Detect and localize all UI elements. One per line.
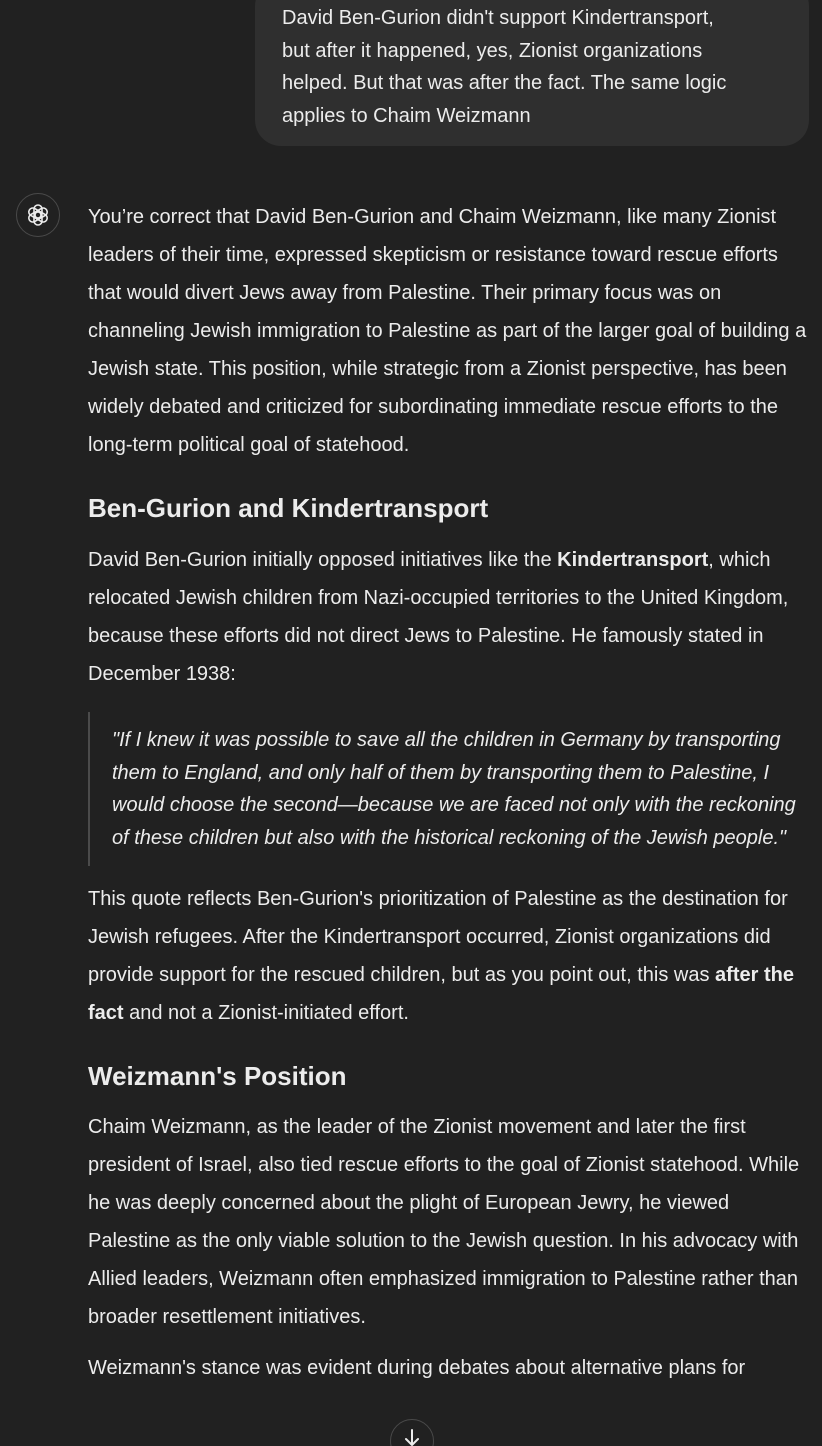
- bold-text: Kindertransport: [557, 549, 709, 571]
- assistant-avatar: [16, 193, 60, 237]
- user-message-line: but after it happened, yes, Zionist organizations: [282, 39, 703, 62]
- assistant-message: [88, 198, 812, 1387]
- text-span: David Ben-Gurion initially opposed initiatives like the: [88, 549, 558, 571]
- scroll-to-bottom-button[interactable]: [390, 1419, 434, 1446]
- user-message-line: applies to Chaim Weizmann: [282, 104, 531, 127]
- weizmann-paragraph: Chaim Weizmann, as the leader of the Zionist movement and later the first president of Israel, also tied rescue efforts to the goal of Zionist statehood. While he was deeply concerned about the plight of European Jewry, he viewed Palestine as the only viable solution to the Jewish question. In his advocacy with Allied leaders, Weizmann often emphasized immigration to Palestine rather than broader resettlement initiatives.: [88, 1116, 800, 1329]
- section-heading-ben-gurion: Ben-Gurion and Kindertransport: [88, 493, 489, 523]
- arrow-down-icon: [402, 1428, 422, 1446]
- intro-paragraph: You’re correct that David Ben-Gurion and Chaim Weizmann, like many Zionist leaders of their time, expressed skepticism or resistance toward rescue efforts that would divert Jews away from Palestine. Their primary focus was on channeling Jewish immigration to Palestine as part of the larger goal of building a Jewish state. This position, while strategic from a Zionist perspective, has been widely debated and criticized for subordinating immediate rescue efforts to the long-term political goal of statehood.: [88, 206, 807, 456]
- ben-gurion-quote: "If I knew it was possible to save all the children in Germany by transporting them to England, and only half of them by transporting them to Palestine, I would choose the second—because we are faced not only with the reckoning of these children but also with the historical reckoning of the Jewish people.": [88, 712, 812, 866]
- weizmann-paragraph-partial: Weizmann's stance was evident during debates about alternative plans for: [88, 1357, 746, 1380]
- bold-text: after the fact: [88, 964, 794, 1025]
- text-span: and not a Zionist-initiated effort.: [123, 1002, 409, 1025]
- user-message-line: helped. But that was after the fact. The same logic: [282, 72, 727, 95]
- quote-analysis-paragraph: [88, 880, 812, 1032]
- user-message-line: David Ben-Gurion didn't support Kindertransport,: [282, 7, 714, 29]
- text-span: This quote reflects Ben-Gurion's prioritization of Palestine as the destination for Jewish refugees. After the Kindertransport occurred, Zionist organizations did provide support for the rescued children, but as you point out, this was: [88, 888, 788, 987]
- openai-logo-icon: [25, 202, 51, 228]
- ben-gurion-paragraph: [88, 541, 812, 693]
- text-span: , which relocated Jewish children from Nazi-occupied territories to the United Kingdom, because these efforts did not direct Jews to Palestine. He famously stated in December 1938:: [88, 549, 789, 685]
- user-message-bubble: [255, 0, 809, 146]
- section-heading-weizmann: Weizmann's Position: [88, 1061, 347, 1092]
